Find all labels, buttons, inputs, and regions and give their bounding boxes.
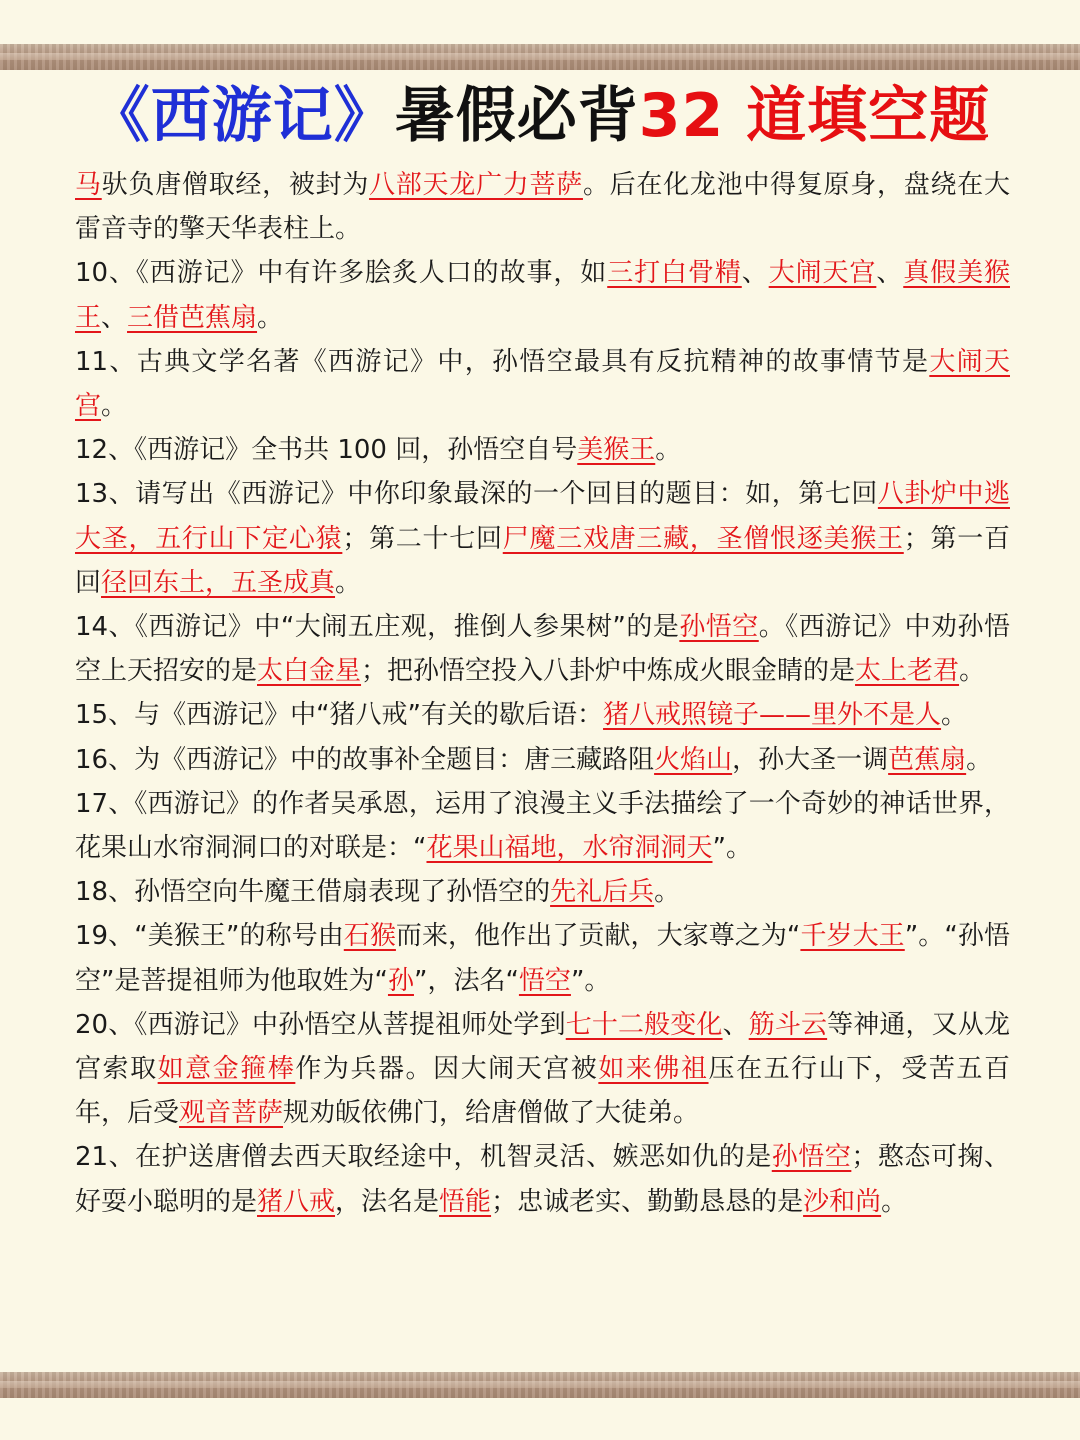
question-text: 、 [876, 258, 904, 289]
answer-text: 八卦炉中逃大圣，五行山下定心猿 [75, 479, 1010, 554]
question-text: 19、“美猴王”的称号由 [75, 921, 344, 952]
answer-text: 悟空 [518, 965, 571, 996]
answer-text: 筋斗云 [748, 1009, 828, 1040]
question-item [75, 1135, 1010, 1223]
question-text: 等神通，又从龙宫索取 [75, 1009, 1010, 1085]
question-item [75, 693, 1010, 737]
question-text: 21、在护送唐僧去西天取经途中，机智灵活、嫉恶如仇的是 [75, 1142, 772, 1173]
answer-text: 猪八戒 [257, 1186, 336, 1217]
question-text: ；忠诚老实、勤勤恳恳的是 [491, 1186, 804, 1217]
question-item [75, 782, 1010, 870]
question-text: 驮负唐僧取经，被封为 [101, 170, 370, 200]
answer-text: 如来佛祖 [598, 1054, 709, 1085]
question-text: ；第一百回 [75, 523, 1010, 598]
answer-text: 沙和尚 [803, 1186, 882, 1217]
question-item [75, 914, 1010, 1002]
question-text: 压在五行山下，受苦五百年，后受 [75, 1054, 1010, 1129]
question-text: ；把孙悟空投入八卦炉中炼成火眼金睛的是 [361, 656, 856, 687]
top-border-band [0, 44, 1080, 70]
question-text: 12、《西游记》全书共 100 回，孙悟空自号 [75, 435, 578, 466]
question-text: 16、为《西游记》中的故事补全题目：唐三藏路阻 [75, 744, 655, 775]
question-text: ”，法名“ [413, 965, 519, 996]
question-text: 。 [257, 302, 284, 333]
question-item [75, 340, 1010, 428]
bottom-border-band [0, 1372, 1080, 1398]
question-text: 。 [654, 877, 681, 908]
question-text: 11、古典文学名著《西游记》中，孙悟空最具有反抗精神的故事情节是 [75, 346, 930, 377]
question-text: ；憨态可掬、好耍小聪明的是 [75, 1142, 1010, 1217]
answer-text: 径回东土，五圣成真 [101, 567, 336, 598]
question-item [75, 605, 1010, 693]
answer-text: 观音菩萨 [179, 1098, 284, 1129]
question-text: 14、《西游记》中“大闹五庄观，推倒人参果树”的是 [75, 612, 680, 643]
question-text: 规劝皈依佛门，给唐僧做了大徒弟。 [283, 1098, 700, 1129]
answer-text: 太白金星 [257, 656, 362, 687]
answer-text: 悟能 [439, 1186, 492, 1217]
question-item [75, 472, 1010, 605]
question-text: 。 [966, 744, 993, 775]
answer-text: 真假美猴王 [75, 258, 1010, 333]
question-text: 。 [881, 1186, 908, 1217]
answer-text: 大闹天宫 [75, 346, 1010, 422]
answer-text: 猪八戒照镜子——里外不是人 [603, 700, 942, 731]
title-middle: 暑假必背 [394, 81, 639, 151]
answer-text: 先礼后兵 [550, 877, 655, 908]
question-text: 17、《西游记》的作者吴承恩，运用了浪漫主义手法描绘了一个奇妙的神话世界，花果山水帘洞洞口的对联是：“ [75, 788, 1010, 864]
answer-text: 花果山福地，水帘洞洞天 [426, 833, 713, 864]
question-text: 20、《西游记》中孙悟空从菩提祖师处学到 [75, 1009, 566, 1040]
answer-text: 马 [75, 170, 102, 200]
answer-text: 尸魔三戏唐三藏，圣僧恨逐美猴王 [502, 523, 904, 554]
title-book-name: 《西游记》 [89, 81, 395, 151]
question-text: ”。“孙悟空”是菩提祖师为他取姓为“ [75, 921, 1010, 996]
answer-text: 三借芭蕉扇 [127, 302, 258, 333]
question-item [75, 1003, 1010, 1136]
question-text: ；第二十七回 [342, 523, 503, 554]
question-text: ，孙大圣一调 [732, 744, 889, 775]
question-item [75, 428, 1010, 472]
question-text: 。后在化龙池中得复原身，盘绕在大雷音寺的擎天华表柱上。 [75, 170, 1010, 245]
answer-text: 孙悟空 [679, 612, 759, 643]
question-text: 、 [741, 258, 769, 289]
question-text: 18、孙悟空向牛魔王借扇表现了孙悟空的 [75, 877, 551, 908]
title-count: 32 道填空题 [638, 81, 991, 151]
question-text: 。 [959, 656, 986, 687]
question-text: ”。 [570, 965, 611, 996]
question-text: 作为兵器。因大闹天宫被 [295, 1054, 599, 1085]
question-text: 。 [655, 435, 682, 466]
question-text: 、 [722, 1009, 749, 1040]
question-item [75, 738, 1010, 782]
answer-text: 千岁大王 [800, 921, 905, 952]
question-text: 而来，他作出了贡献，大家尊之为“ [395, 921, 801, 952]
answer-text: 七十二般变化 [565, 1009, 723, 1040]
answer-text: 石猴 [343, 921, 396, 952]
answer-text: 太上老君 [855, 656, 960, 687]
question-text: 。《西游记》中劝孙悟空上天招安的是 [75, 612, 1010, 687]
answer-text: 美猴王 [577, 435, 656, 466]
question-text: 。 [941, 700, 968, 731]
answer-text: 如意金箍棒 [157, 1054, 296, 1085]
question-text: 15、与《西游记》中“猪八戒”有关的歇后语： [75, 700, 604, 731]
question-item [75, 163, 1010, 251]
question-text: ，法名是 [335, 1186, 440, 1217]
page-title [0, 76, 1080, 156]
question-item [75, 870, 1010, 914]
question-list [75, 163, 1010, 1224]
question-text: 。 [335, 567, 362, 598]
answer-text: 芭蕉扇 [888, 744, 967, 775]
question-text: 、 [101, 302, 128, 333]
question-item [75, 251, 1010, 339]
question-text: 13、请写出《西游记》中你印象最深的一个回目的题目：如，第七回 [75, 479, 878, 510]
question-text: 10、《西游记》中有许多脍炙人口的故事，如 [75, 258, 608, 289]
answer-text: 八部天龙广力菩萨 [369, 170, 583, 200]
answer-text: 火焰山 [654, 744, 733, 775]
answer-text: 孙 [387, 965, 414, 996]
answer-text: 大闹天宫 [768, 258, 877, 289]
answer-text: 三打白骨精 [607, 258, 742, 289]
question-text: 。 [101, 391, 128, 422]
answer-text: 孙悟空 [771, 1142, 852, 1173]
question-text: ”。 [712, 833, 752, 864]
